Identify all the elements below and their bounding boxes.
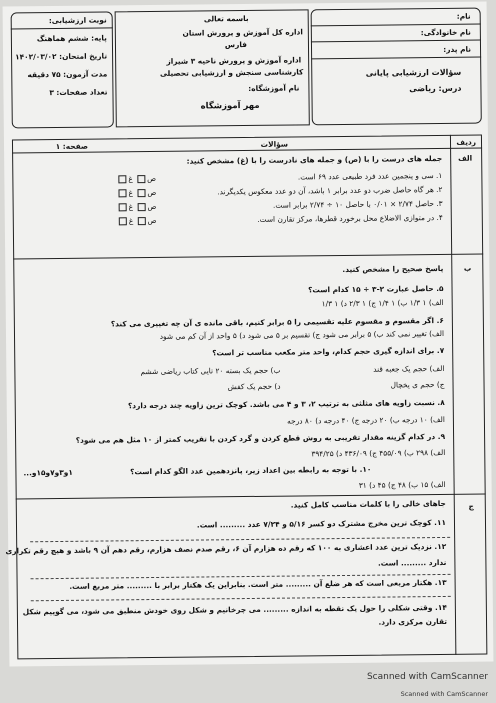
question-14-cont: تقارن مرکزی دارد.	[378, 616, 448, 627]
question-5-options[interactable]: الف) ۱ ۱/۳ ب) ۱ ۱/۴ ج) ۱ ۲/۳ د) ۱ ۱/۳	[321, 297, 444, 309]
question-12: ۱۲. نزدیک ترین عدد اعشاری به ۱۰۰ که رقم ده هزارم آن ۶، رقم صدم نصف هزارم، رقم دهم آن ۹ باشد و هیچ رقم تکراری	[5, 541, 447, 556]
father-label: نام پدر:	[443, 44, 472, 54]
section-a-intro: جمله های درست را با (ص) و جمله های نادرست را با (غ) مشخص کنید:	[186, 153, 443, 166]
section-c-letter: ج	[468, 501, 474, 511]
page-count: تعداد صفحات: ۳	[49, 87, 108, 98]
question-6-options[interactable]: الف) تغییر نمی کند ب) ۵ برابر می شود ج) تقسیم بر ۵ می شود د) ۵ واحد از آن کم می شود	[159, 328, 445, 341]
question-6: ۶. اگر مقسوم و مقسوم علیه تقسیمی را ۵ برابر کنیم، باقی مانده ی آن چه تغییری می کند؟	[110, 315, 444, 329]
col-row-header: ردیف	[456, 137, 477, 147]
org-line-2: فارس	[224, 39, 248, 50]
tf-answer-2[interactable]: ص غ	[116, 188, 156, 197]
section-a-letter: الف	[457, 153, 473, 163]
question-7-option-a[interactable]: الف) حجم یک جعبه قند	[373, 363, 445, 374]
section-b-intro: پاسخ صحیح را مشخص کنید.	[342, 263, 444, 275]
question-7-option-c[interactable]: ج) حجم ی یخچال	[390, 379, 445, 390]
question-13: ۱۳. هکتار مربعی است که هر ضلع آن ......... متر است. بنابراین یک هکتار برابر با ......... متر مربع است.	[69, 577, 447, 591]
question-8: ۸. نسبت زاویه های مثلثی به ترتیب ۲، ۳ و ۴ می باشد. کوچک ترین زاویه چند درجه دارد؟	[127, 397, 445, 411]
subject: درس: ریاضی	[409, 83, 462, 94]
true-checkbox-2[interactable]	[137, 189, 145, 197]
section-c-intro: جاهای خالی را با کلمات مناسب کامل کنید.	[290, 498, 446, 510]
question-10: ۱۰. با توجه به رابطه بین اعداد زیر، پانزدهمین عدد الگو کدام است؟	[130, 464, 372, 477]
duration: مدت آزمون: ۷۵ دقیقه	[27, 69, 108, 80]
tf-answer-3[interactable]: ص غ	[117, 202, 157, 211]
question-3: ۳. حاصل ۲/۷۴ × ۰/۰۱ با حاصل ۱۰ ÷ ۲/۷۴ برابر است.	[272, 198, 443, 210]
school-label: نام آموزشگاه:	[248, 83, 300, 93]
name-label: نام:	[456, 11, 471, 21]
final-exam-title: سؤالات ارزشیابی پایانی	[365, 67, 462, 78]
question-4: ۴. در متوازی الاضلاع محل برخورد قطرها، مرکز تقارن است.	[257, 212, 443, 224]
question-1: ۱. سی و پنجمین عدد فرد طبیعی عدد ۶۹ است.	[297, 170, 443, 182]
question-7-option-b[interactable]: ب) حجم یک بسته ۲۰ تایی کتاب ریاضی ششم	[140, 365, 281, 377]
question-2: ۲. هر گاه حاصل ضرب دو عدد برابر ۱ باشد، آن دو عدد معکوس یکدیگرند.	[217, 184, 443, 197]
question-8-options[interactable]: الف) ۱۰ درجه ب) ۲۰ درجه ج) ۴۰ درجه د) ۸۰ درجه	[287, 414, 445, 426]
org-line-4: کارشناسی سنجش و ارزشیابی تحصیلی	[159, 67, 304, 78]
false-checkbox-2[interactable]	[118, 189, 126, 197]
grade: پایه: ششم هماهنگ	[36, 33, 107, 44]
false-checkbox-3[interactable]	[119, 203, 127, 211]
question-9: ۹. در کدام گزینه مقدار تقریبی به روش قطع کردن و گرد کردن با تقریب کمتر از ۱۰ مثل هم می شود؟	[75, 431, 446, 445]
question-14: ۱۴. وقتی شکلی را حول یک نقطه به اندازه ......... می چرخانیم و شکل روی خودش منطبق می شود، می گوییم شکل	[22, 602, 447, 617]
false-checkbox-4[interactable]	[119, 217, 127, 225]
question-9-options[interactable]: الف) ۲۹۸ ب) ۴۵۵/۰۹ ج) ۴۳۶/۰۹ د) ۳۹۴/۲۵	[311, 447, 446, 459]
seal-label: مهر آموزشگاه	[200, 100, 260, 112]
camscanner-watermark-small: Scanned with CamScanner	[400, 690, 488, 698]
true-checkbox-4[interactable]	[138, 217, 146, 225]
basmala: باسمه تعالی	[203, 13, 249, 24]
exam-type: نوبت ارزشیابی:	[48, 15, 107, 26]
camscanner-watermark: Scanned with CamScanner	[366, 672, 488, 682]
family-label: نام خانوادگی:	[420, 27, 471, 38]
tf-answer-4[interactable]: ص غ	[117, 216, 157, 225]
question-5: ۵. حاصل عبارت ۲-۳ ÷ ۱۵ کدام است؟	[308, 283, 444, 295]
question-10-options[interactable]: الف) ۱۵ ب) ۴۸ ج) ۴۵ د) ۳۱	[358, 479, 446, 490]
question-11: ۱۱. کوچک ترین مخرج مشترک دو کسر ۵/۱۶ و ۷/۲۴ عدد ......... است.	[196, 517, 447, 530]
col-questions-header: سؤالات	[260, 139, 289, 149]
question-7-option-d[interactable]: د) حجم یک کفش	[227, 381, 281, 392]
org-line-1: اداره کل آموزش و پرورش استان	[182, 27, 303, 38]
page-number: صفحه: ۱	[55, 141, 89, 152]
section-b-letter: ب	[463, 263, 472, 273]
false-checkbox-1[interactable]	[118, 175, 126, 183]
question-10-sequence: ۱و۳و۷و۱۵و...	[23, 467, 73, 478]
question-7: ۷. برای اندازه گیری حجم کدام، واحد متر مکعب مناسب تر است؟	[212, 345, 445, 358]
question-12-cont: ندارد ......... است.	[377, 557, 447, 568]
exam-date: تاریخ امتحان: ۱۴۰۲/۰۳/۰۲	[14, 51, 108, 62]
true-checkbox-3[interactable]	[137, 203, 145, 211]
true-checkbox-1[interactable]	[137, 175, 145, 183]
exam-paper	[3, 1, 494, 666]
org-line-3: اداره آموزش و پرورش ناحیه ۳ شیراز	[166, 55, 302, 66]
tf-answer-1[interactable]: ص غ	[116, 174, 156, 183]
